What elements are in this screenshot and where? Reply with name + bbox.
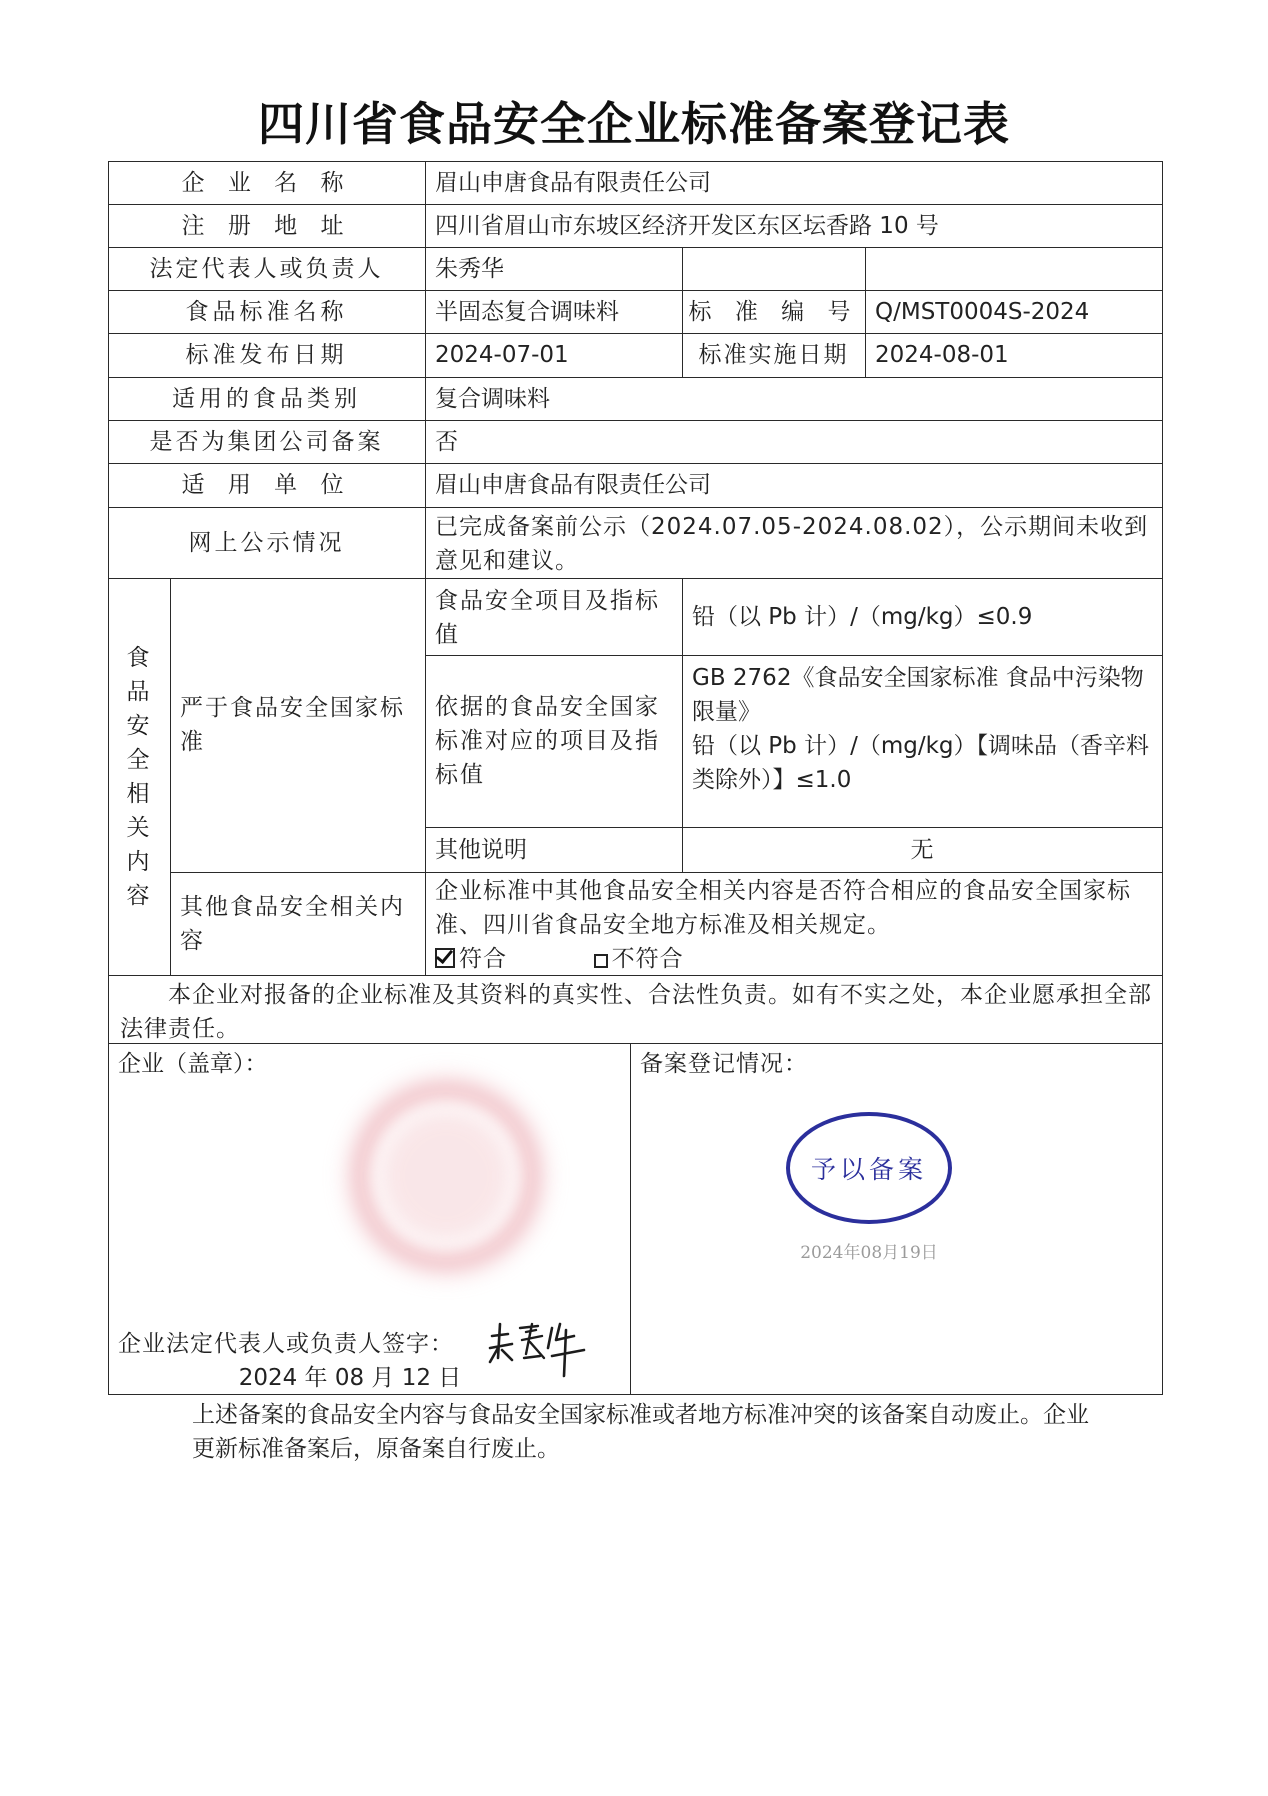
other-content-value [425, 872, 1162, 975]
comply-checkbox[interactable] [435, 948, 455, 968]
legal-rep-label: 法定代表人或负责人 [149, 255, 384, 282]
standard-name-label: 食品标准名称 [185, 298, 348, 325]
other-content-label: 其他食品安全相关内容 [180, 893, 405, 954]
sign-date: 2024 年 08 月 12 日 [238, 1365, 462, 1391]
safety-item-label: 食品安全项目及指标值 [435, 588, 660, 648]
standard-no-value: Q/MST0004S-2024 [875, 298, 1090, 325]
group-filing-label: 是否为集团公司备案 [149, 428, 384, 455]
publicity-label: 网上公示情况 [188, 529, 345, 556]
record-approval-stamp: 予以备案 [786, 1112, 952, 1224]
safety-section-label-char: 安 [126, 713, 150, 739]
basis-standard-line: GB 2762《食品安全国家标准 食品中污染物限量》 [692, 665, 1144, 725]
standard-no-label: 标 准 编 号 [688, 298, 859, 325]
not-comply-option-label: 不符合 [611, 946, 684, 972]
address-value: 四川省眉山市东坡区经济开发区东区坛香路 10 号 [435, 212, 939, 239]
company-seal-stamp-center [380, 1110, 512, 1242]
company-seal-label: 企业（盖章）： [118, 1051, 268, 1077]
basis-standard-value [682, 655, 1162, 827]
column-divider [630, 1043, 631, 1395]
safety-section-label-char: 食 [126, 645, 150, 671]
address-label: 注 册 地 址 [181, 212, 352, 239]
document-title: 四川省食品安全企业标准备案登记表 [258, 97, 1010, 151]
category-label: 适用的食品类别 [172, 385, 361, 412]
not-comply-checkbox[interactable] [594, 954, 608, 968]
safety-section-label-char: 内 [126, 849, 150, 875]
other-note-label: 其他说明 [435, 836, 527, 863]
compliance-options [435, 942, 1152, 976]
safety-section-label-char: 品 [126, 679, 150, 705]
safety-section-label-char: 关 [126, 815, 150, 841]
publish-date-label: 标准发布日期 [185, 342, 348, 368]
implement-date-label: 标准实施日期 [698, 342, 849, 368]
company-name-label: 企 业 名 称 [181, 169, 352, 196]
record-status-label: 备案登记情况： [640, 1051, 808, 1077]
standard-name-value: 半固态复合调味料 [435, 298, 619, 325]
safety-section-label-char: 容 [126, 883, 150, 909]
other-content-text: 企业标准中其他食品安全相关内容是否符合相应的食品安全国家标准、四川省食品安全地方标准及相关规定。 [435, 878, 1131, 938]
footnote-text: 上述备案的食品安全内容与食品安全国家标准或者地方标准冲突的该备案自动废止。企业更新标准备案后，原备案自行废止。 [192, 1402, 1089, 1462]
record-stamp-date: 2024年08月19日 [800, 1243, 938, 1263]
applicable-unit-label: 适 用 单 位 [181, 472, 352, 498]
safety-section-label [108, 582, 168, 972]
safety-section-label-char: 全 [126, 747, 150, 773]
publicity-value: 已完成备案前公示（2024.07.05-2024.08.02），公示期间未收到意见和建议。 [435, 514, 1149, 574]
basis-standard-line: 铅（以 Pb 计）/（mg/kg）【调味品（香辛料类除外）】≤1.0 [692, 733, 1150, 793]
signature-label: 企业法定代表人或负责人签字： [118, 1331, 454, 1357]
applicable-unit-value: 眉山申唐食品有限责任公司 [435, 472, 711, 498]
basis-standard-label: 依据的食品安全国家标准对应的项目及指标值 [435, 694, 660, 788]
legal-rep-value: 朱秀华 [435, 255, 504, 282]
publish-date-value: 2024-07-01 [435, 342, 569, 368]
safety-section-label-char: 相 [126, 781, 150, 807]
company-name-value: 眉山申唐食品有限责任公司 [435, 169, 711, 196]
stricter-standard-label: 严于食品安全国家标准 [180, 695, 405, 755]
handwritten-signature [486, 1318, 598, 1382]
safety-item-value: 铅（以 Pb 计）/（mg/kg）≤0.9 [692, 603, 1033, 630]
group-filing-value: 否 [435, 428, 458, 455]
declaration-text: 本企业对报备的企业标准及其资料的真实性、合法性负责。如有不实之处，本企业愿承担全部法律责任。 [120, 982, 1152, 1042]
table-border-right [1162, 161, 1163, 1395]
row-divider [108, 1043, 1162, 1044]
implement-date-value: 2024-08-01 [875, 342, 1009, 368]
category-value: 复合调味料 [435, 385, 550, 412]
comply-option-label: 符合 [459, 946, 507, 972]
other-note-value: 无 [910, 836, 934, 863]
